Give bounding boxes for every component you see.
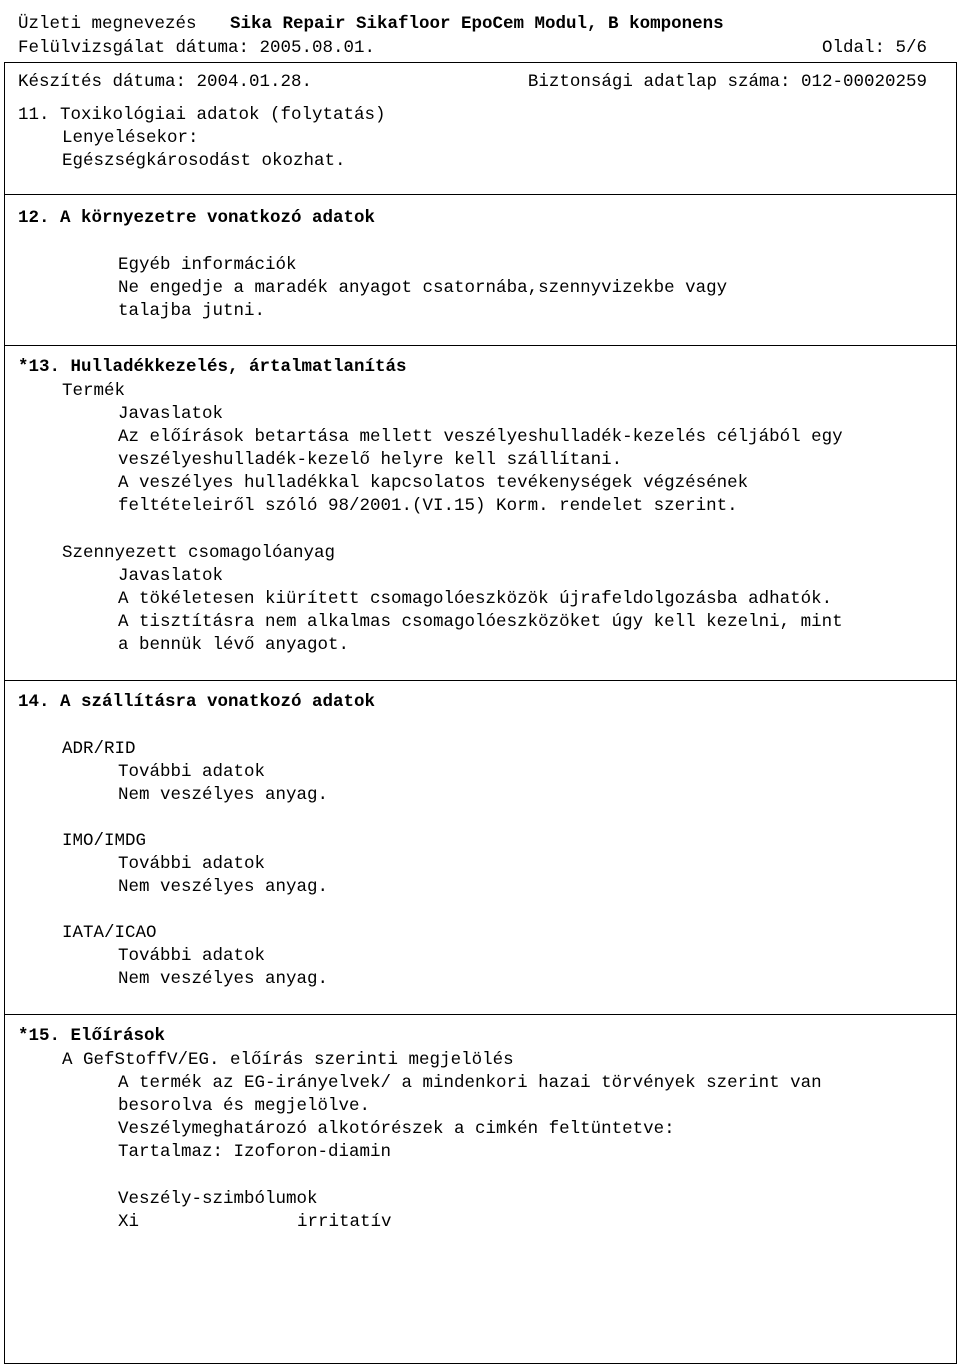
section-12-subheading: Egyéb információk [118,255,297,275]
transport-label: További adatok [118,946,266,966]
section-14-title: 14. A szállításra vonatkozó adatok [18,692,376,712]
transport-value: Nem veszélyes anyag. [118,969,329,989]
section-13-text: A veszélyes hulladékkal kapcsolatos tevékenységek végzésének [118,473,749,493]
divider [4,62,956,63]
transport-label: További adatok [118,854,266,874]
section-15-title: *15. Előírások [18,1026,166,1046]
section-13-text: veszélyeshulladék-kezelő helyre kell szállítani. [118,450,623,470]
section-11-subheading: Lenyelésekor: [62,128,199,148]
transport-mode: IATA/ICAO [62,923,157,943]
section-13-text: A tökéletesen kiürített csomagolóeszközök újrafeldolgozásba adhatók. [118,589,833,609]
divider [4,194,956,195]
review-date: Felülvizsgálat dátuma: 2005.08.01. [18,38,376,58]
hazard-symbols-label: Veszély-szimbólumok [118,1189,318,1209]
section-13-text: A tisztításra nem alkalmas csomagolóeszközöket úgy kell kezelni, mint [118,612,843,632]
section-13-recommendations: Javaslatok [118,566,224,586]
section-13-text: a bennük lévő anyagot. [118,635,350,655]
creation-date: Készítés dátuma: 2004.01.28. [18,72,313,92]
product-name-label: Üzleti megnevezés [18,14,197,34]
section-12-text: talajba jutni. [118,301,266,321]
section-12-text: Ne engedje a maradék anyagot csatornába,szennyvizekbe vagy [118,278,728,298]
section-13-text: Az előírások betartása mellett veszélyeshulladék-kezelés céljából egy [118,427,843,447]
section-12-title: 12. A környezetre vonatkozó adatok [18,208,376,228]
section-15-text: besorolva és megjelölve. [118,1096,371,1116]
section-15-text: A termék az EG-irányelvek/ a mindenkori hazai törvények szerint van [118,1073,822,1093]
section-13-product: Termék [62,381,126,401]
hazard-symbol-code: Xi [118,1212,140,1232]
section-15-text: Veszélymeghatározó alkotórészek a cimkén feltüntetve: [118,1119,675,1139]
transport-value: Nem veszélyes anyag. [118,877,329,897]
divider [4,1014,956,1015]
section-15-subheading: A GefStoffV/EG. előírás szerinti megjelölés [62,1050,514,1070]
section-13-recommendations: Javaslatok [118,404,224,424]
product-name: Sika Repair Sikafloor EpoCem Modul, B komponens [230,14,724,34]
divider [4,345,956,346]
section-13-text: feltételeiről szóló 98/2001.(VI.15) Korm. rendelet szerint. [118,496,738,516]
section-13-title: *13. Hulladékkezelés, ártalmatlanítás [18,357,407,377]
section-13-packaging: Szennyezett csomagolóanyag [62,543,336,563]
transport-mode: ADR/RID [62,739,136,759]
section-15-text: Tartalmaz: Izoforon-diamin [118,1142,392,1162]
hazard-symbol-name: irritatív [297,1212,392,1232]
sds-number: Biztonsági adatlap száma: 012-00020259 [527,72,927,92]
transport-value: Nem veszélyes anyag. [118,785,329,805]
transport-mode: IMO/IMDG [62,831,147,851]
page-number: Oldal: 5/6 [821,38,927,58]
divider [4,680,956,681]
divider [4,1363,956,1364]
section-11-text: Egészségkárosodást okozhat. [62,151,346,171]
transport-label: További adatok [118,762,266,782]
section-11-title: 11. Toxikológiai adatok (folytatás) [18,105,386,125]
